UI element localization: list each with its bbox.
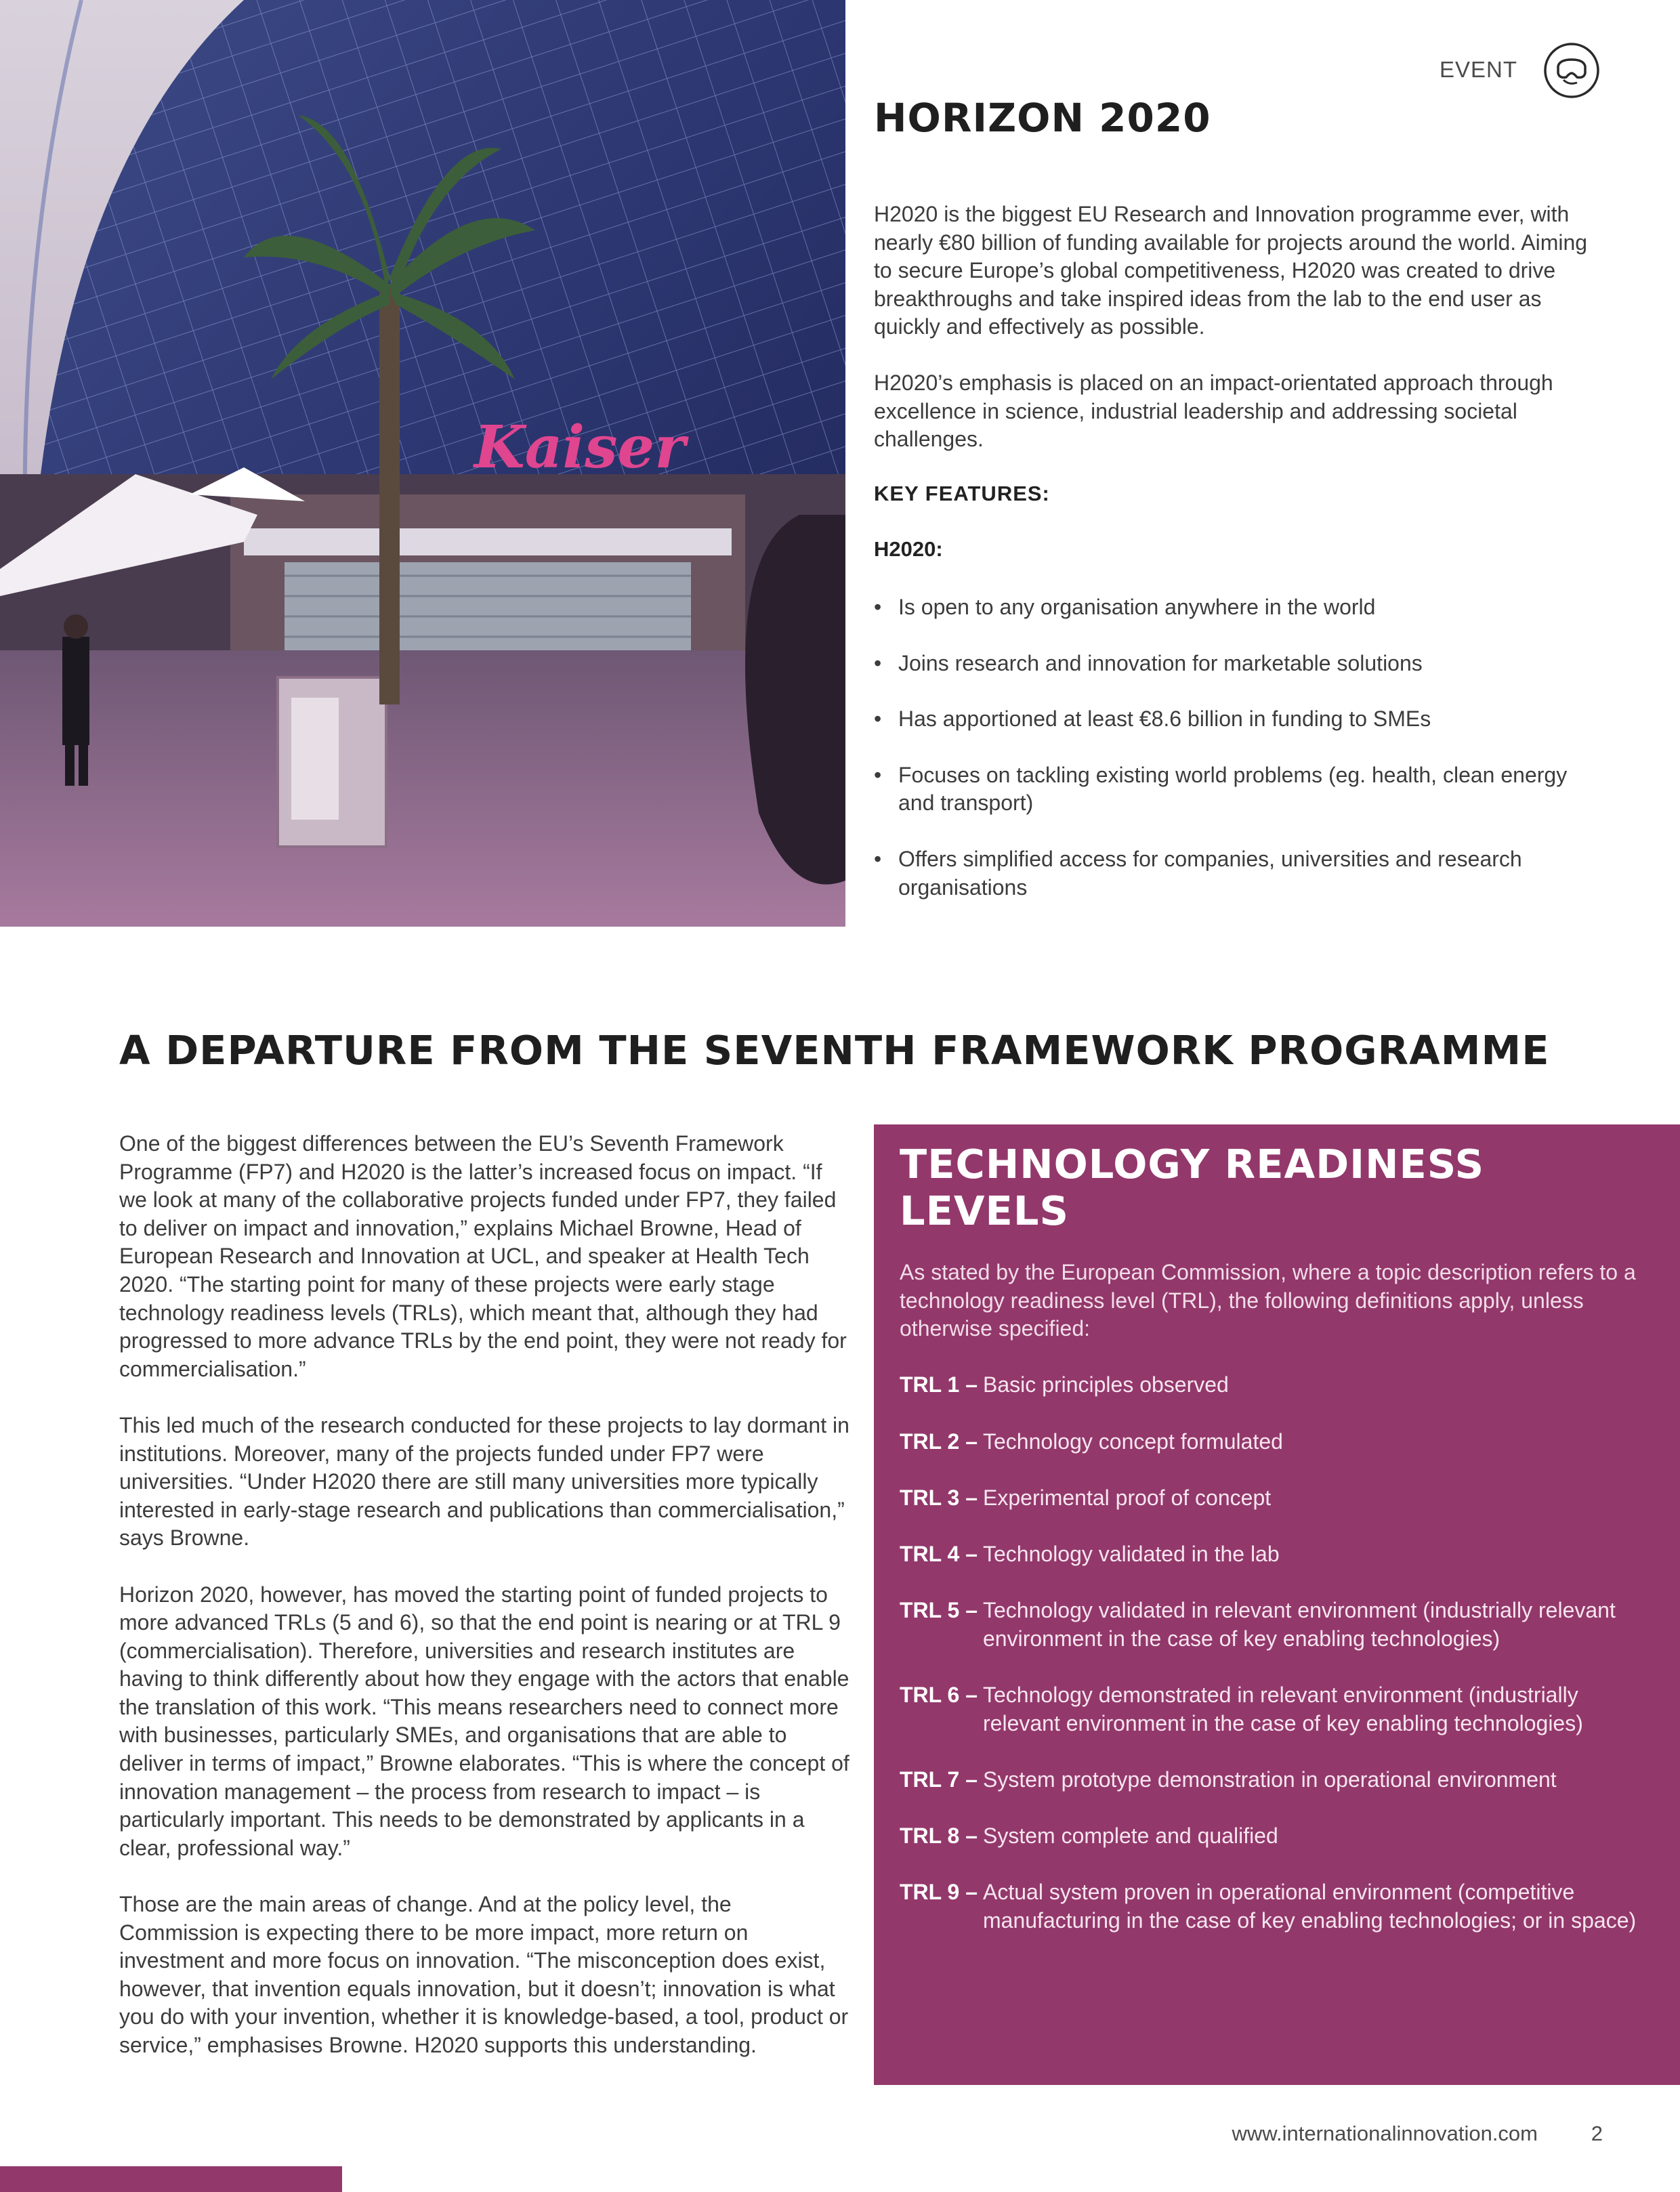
trl-label: TRL 8 – — [900, 1823, 978, 1848]
list-item: • Has apportioned at least €8.6 billion in funding to SMEs — [874, 705, 1605, 734]
hero-photo — [0, 0, 845, 927]
bullet-icon: • — [874, 846, 882, 871]
trl-item — [900, 1681, 1653, 1737]
key-features-heading: KEY FEATURES: — [874, 482, 1050, 505]
trl-label: TRL 6 – — [900, 1682, 978, 1707]
page-number: 2 — [1591, 2122, 1603, 2145]
features-list — [874, 593, 1605, 929]
article-paragraph: This led much of the research conducted for these projects to lay dormant in institutions. Moreover, many of the projects funded under FP7 were universities. “Under H2020 there are still many universities more typically interested in early-stage research and publications than commercialisation,” says Browne. — [119, 1412, 849, 1551]
article-body — [119, 1130, 851, 2088]
trl-description: Technology validated in relevant environment (industrially relevant environment in the case of key enabling technologies) — [983, 1598, 1616, 1651]
trl-label: TRL 9 – — [900, 1880, 978, 1905]
trl-label: TRL 4 – — [900, 1541, 978, 1566]
trl-description: System complete and qualified — [983, 1823, 1278, 1848]
emphasis-paragraph: H2020’s emphasis is placed on an impact-orientated approach through excellence in science, industrial leadership and addressing societal challenges. — [874, 371, 1553, 452]
trl-item — [900, 1878, 1653, 1935]
article-paragraph: One of the biggest differences between the EU’s Seventh Framework Programme (FP7) and H2020 is the latter’s increased focus on impact. “If we look at many of the collaborative projects funded under FP7, they failed to deliver on impact and innovation,” explains Michael Browne, Head of European Research and Innovation at UCL, and speaker at Health Tech 2020. “The starting point for many of these projects were early stage technology readiness levels (TRLs), which meant that, although they had progressed to more advance TRLs by the end point, they were not ready for commercialisation.” — [119, 1131, 847, 1381]
section-heading: A DEPARTURE FROM THE SEVENTH FRAMEWORK PROGRAMME — [119, 1027, 1550, 1074]
list-item: • Is open to any organisation anywhere in the world — [874, 593, 1605, 622]
trl-description: Basic principles observed — [983, 1372, 1229, 1397]
list-item: • Focuses on tackling existing world problems (eg. health, clean energy and transport) — [874, 762, 1568, 816]
trl-intro: As stated by the European Commission, where a topic description refers to a technology readiness level (TRL), the following definitions apply, unless otherwise specified: — [900, 1260, 1636, 1341]
article-paragraph: Those are the main areas of change. And at the policy level, the Commission is expecting there to be more impact, more return on investment and more focus on innovation. “The misconception does exist, however, that invention equals innovation, but it doesn’t; innovation is what you do with your invention, whether it is knowledge-based, a tool, product or service,” emphasises Browne. H2020 supports this understanding. — [119, 1892, 849, 2057]
trl-description: Actual system proven in operational environment (competitive manufacturing in the case of key enabling technologies; or in space) — [983, 1880, 1637, 1933]
article-paragraph: Horizon 2020, however, has moved the starting point of funded projects to more advanced TRLs (5 and 6), so that the end point is nearing or at TRL 9 (commercialisation). Therefore, universities and research institutes are having to think differently about how they engage with the actors that enable the translation of this work. “This means researchers need to connect more with businesses, particularly SMEs, and organisations that are able to deliver in terms of impact,” Browne elaborates. “This is where the concept of innovation management – the process from research to impact – is particularly important. This needs to be demonstrated by applicants in a clear, professional way.” — [119, 1582, 849, 1860]
trl-item — [900, 1428, 1653, 1456]
trl-item — [900, 1484, 1653, 1513]
footer-accent-bar — [0, 2166, 342, 2192]
trl-description: Technology demonstrated in relevant environment (industrially relevant environment in the case of key enabling technologies) — [983, 1682, 1583, 1735]
svg-text:Kaiser: Kaiser — [474, 413, 686, 482]
trl-label: TRL 3 – — [900, 1485, 978, 1510]
trl-item — [900, 1822, 1653, 1851]
trl-description: Technology validated in the lab — [983, 1541, 1280, 1566]
intro-paragraph: H2020 is the biggest EU Research and Innovation programme ever, with nearly €80 billion of funding available for projects around the world. Aiming to secure Europe’s global competitiveness, H2020 was created to drive breakthroughs and take inspired ideas from the lab to the end user as quickly and effectively as possible. — [874, 202, 1588, 339]
trl-title: TECHNOLOGY READINESS LEVELS — [900, 1141, 1485, 1234]
trl-item — [900, 1540, 1653, 1569]
bullet-icon: • — [874, 762, 882, 787]
trl-label: TRL 7 – — [900, 1767, 978, 1792]
bullet-icon: • — [874, 595, 882, 619]
list-item: • Joins research and innovation for marketable solutions — [874, 650, 1605, 678]
trl-label: TRL 2 – — [900, 1429, 978, 1454]
section-label: EVENT — [1439, 57, 1517, 82]
trl-label: TRL 1 – — [900, 1372, 978, 1397]
trl-item — [900, 1371, 1653, 1399]
footer-website-link[interactable]: www.internationalinnovation.com — [1232, 2122, 1538, 2145]
trl-description: Experimental proof of concept — [983, 1485, 1272, 1510]
trl-sidebar-box — [874, 1124, 1680, 2085]
trl-description: Technology concept formulated — [983, 1429, 1283, 1454]
vr-headset-icon — [1543, 42, 1600, 99]
trl-label: TRL 5 – — [900, 1598, 978, 1623]
trl-item — [900, 1597, 1653, 1653]
trl-description: System prototype demonstration in operational environment — [983, 1767, 1557, 1792]
bullet-icon: • — [874, 650, 882, 675]
bullet-icon: • — [874, 707, 882, 732]
page-title: HORIZON 2020 — [874, 95, 1211, 141]
list-item: • Offers simplified access for companies, universities and research organisations — [874, 846, 1522, 900]
trl-item — [900, 1766, 1653, 1794]
h2020-subheading: H2020: — [874, 537, 943, 561]
